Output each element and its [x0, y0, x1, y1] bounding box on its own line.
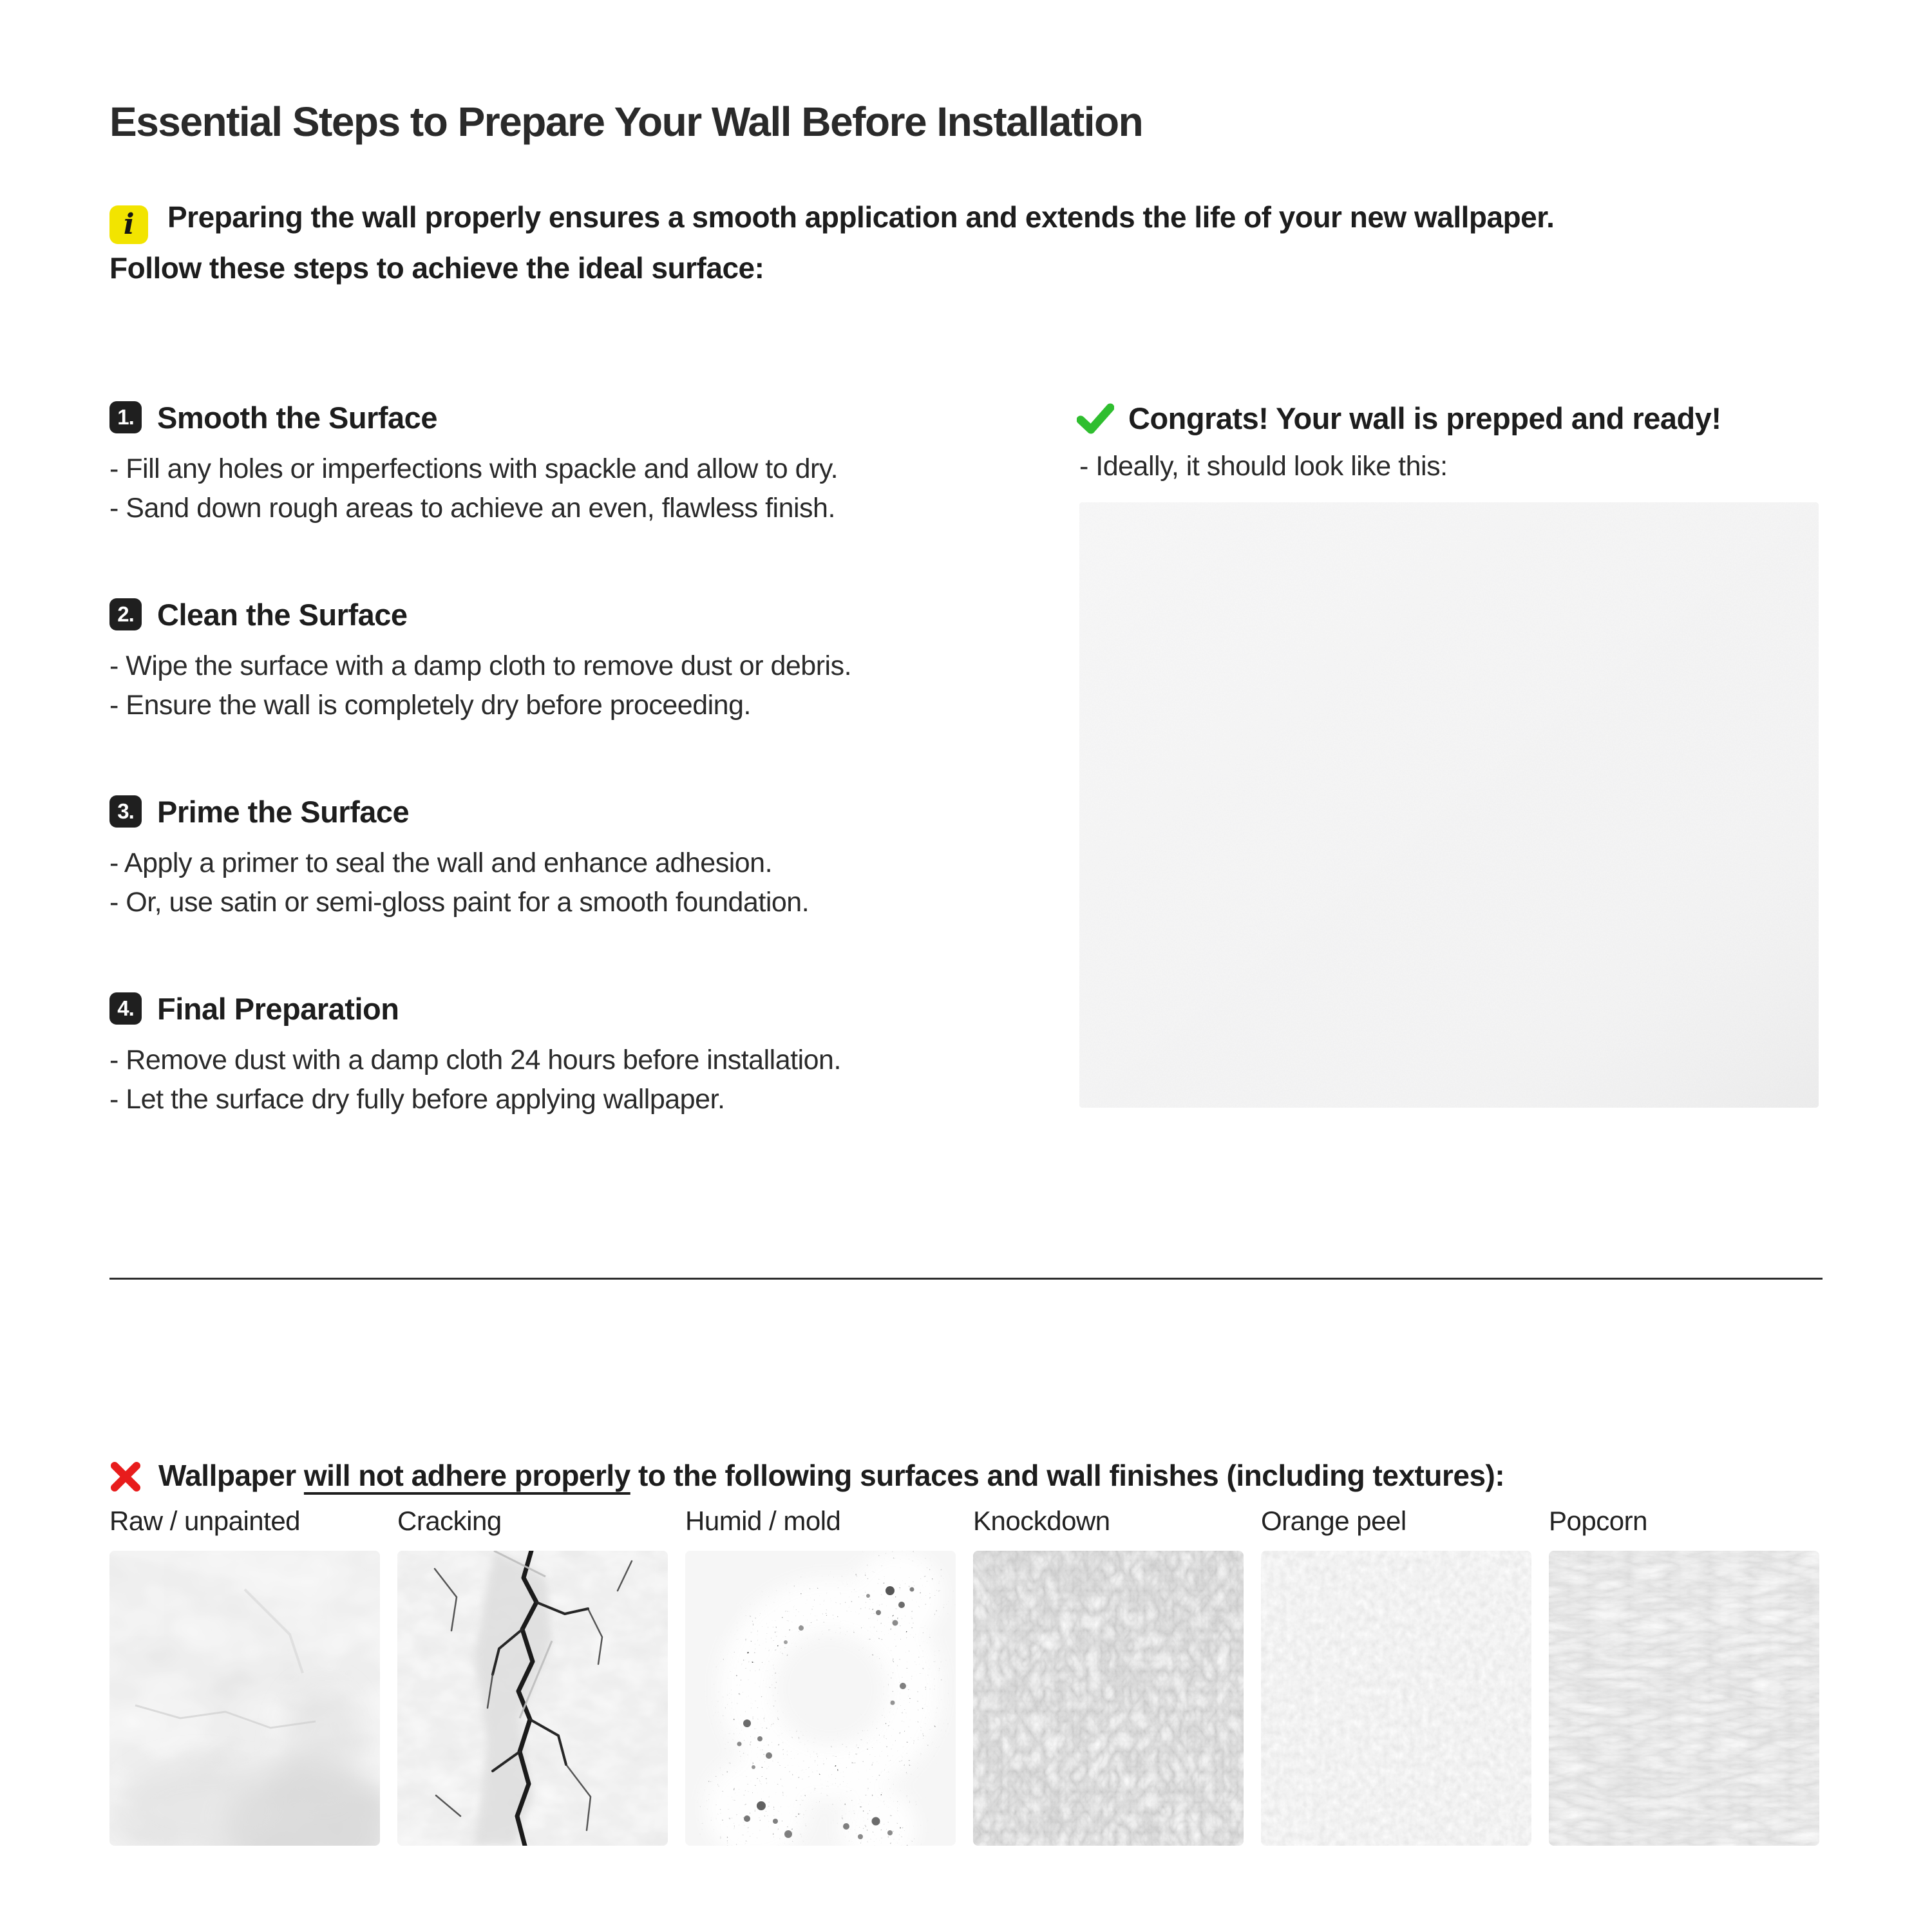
surface-label-orange-peel: Orange peel [1261, 1506, 1406, 1536]
warning-prefix: Wallpaper [158, 1459, 304, 1492]
step-number-badge: 3. [109, 795, 142, 828]
step-4 [109, 990, 1043, 1119]
step-bullet: - Let the surface dry fully before applying wallpaper. [109, 1084, 725, 1115]
step-title: Smooth the Surface [157, 400, 437, 435]
step-number-badge: 1. [109, 401, 142, 433]
info-icon: i [109, 205, 148, 244]
step-bullet: - Remove dust with a damp cloth 24 hours before installation. [109, 1045, 841, 1075]
success-title: Congrats! Your wall is prepped and ready! [1128, 401, 1721, 435]
smooth-wall-image [1079, 502, 1819, 1108]
step-bullet: - Wipe the surface with a damp cloth to remove dust or debris. [109, 650, 852, 681]
warning-suffix: to the following surfaces and wall finishes (including textures): [630, 1459, 1505, 1492]
step-title: Final Preparation [157, 991, 399, 1026]
step-bullet: - Fill any holes or imperfections with spackle and allow to dry. [109, 453, 838, 484]
x-icon [109, 1461, 142, 1493]
texture-image-popcorn [1549, 1551, 1819, 1846]
texture-image-orange-peel [1261, 1551, 1531, 1846]
checkmark-icon [1077, 403, 1114, 434]
surface-label-cracking: Cracking [397, 1506, 502, 1536]
page-title: Essential Steps to Prepare Your Wall Before Installation [109, 99, 1143, 145]
intro-line1: Preparing the wall properly ensures a smooth application and extends the life of your new wallpaper. [167, 200, 1555, 234]
surface-label-raw-unpainted: Raw / unpainted [109, 1506, 301, 1536]
step-title: Clean the Surface [157, 597, 408, 632]
texture-image-raw-unpainted [109, 1551, 380, 1846]
section-divider [109, 1278, 1823, 1280]
step-bullet: - Ensure the wall is completely dry before proceeding. [109, 690, 751, 721]
texture-image-knockdown [973, 1551, 1244, 1846]
step-number-badge: 2. [109, 598, 142, 630]
texture-image-cracking [397, 1551, 668, 1846]
step-3 [109, 793, 1043, 922]
texture-image-humid-mold [685, 1551, 956, 1846]
step-number-badge: 4. [109, 992, 142, 1025]
step-2 [109, 596, 1043, 725]
surface-label-humid-mold: Humid / mold [685, 1506, 841, 1536]
surface-label-popcorn: Popcorn [1549, 1506, 1647, 1536]
intro-note [109, 193, 1906, 292]
warning-note [109, 1457, 1900, 1495]
success-subtitle: - Ideally, it should look like this: [1079, 451, 1448, 482]
success-heading [1077, 401, 1721, 436]
warning-text [158, 1457, 1504, 1495]
step-title: Prime the Surface [157, 794, 410, 829]
step-bullet: - Or, use satin or semi-gloss paint for a smooth foundation. [109, 887, 810, 918]
warning-emphasis: will not adhere properly [303, 1459, 630, 1492]
surface-label-knockdown: Knockdown [973, 1506, 1110, 1536]
step-bullet: - Apply a primer to seal the wall and enhance adhesion. [109, 848, 773, 878]
step-1 [109, 399, 1043, 528]
step-bullet: - Sand down rough areas to achieve an even, flawless finish. [109, 493, 835, 524]
intro-line2: Follow these steps to achieve the ideal surface: [109, 251, 764, 285]
smooth-wall-texture [1079, 502, 1819, 1108]
